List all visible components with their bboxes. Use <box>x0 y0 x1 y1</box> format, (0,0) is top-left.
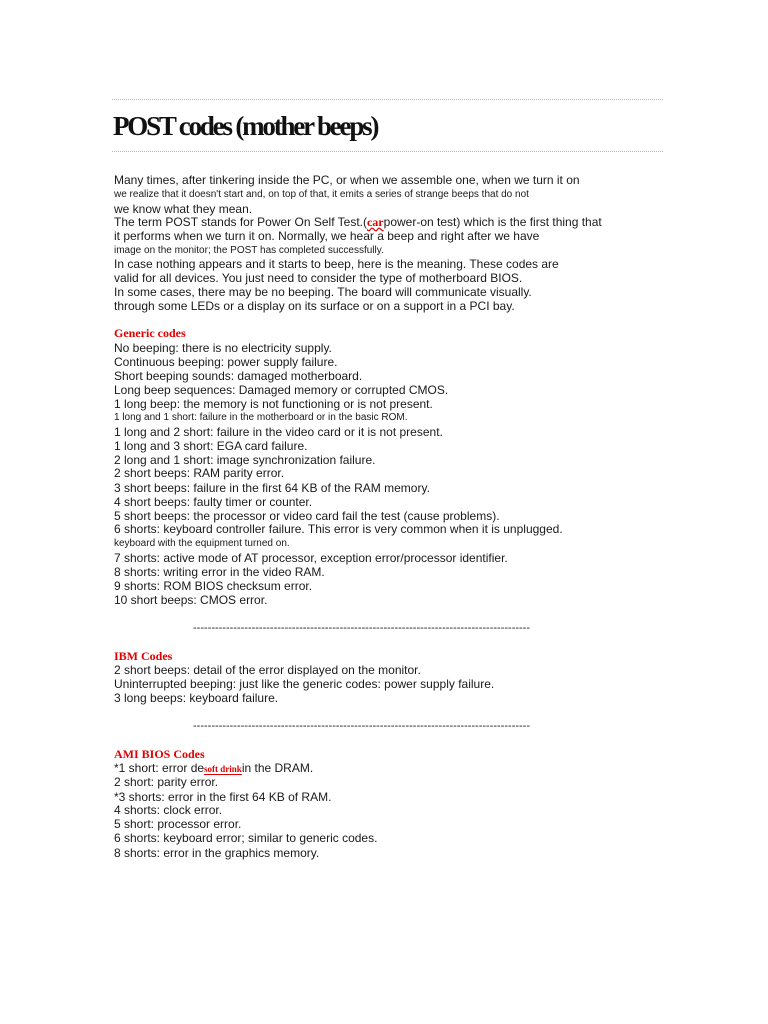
ami-first-end: in the DRAM. <box>241 761 314 775</box>
ibm-codes-heading: IBM Codes <box>114 649 173 663</box>
list-item: No beeping: there is no electricity supply. <box>114 341 332 355</box>
ami-first-start: *1 short: error de <box>114 761 205 775</box>
intro-line-4-start: The term POST stands for Power On Self Test.( <box>114 215 367 229</box>
list-item: 9 shorts: ROM BIOS checksum error. <box>114 579 313 593</box>
list-item: Long beep sequences: Damaged memory or corrupted CMOS. <box>114 383 449 397</box>
list-item: 4 shorts: clock error. <box>114 803 223 817</box>
list-item: 6 shorts: keyboard controller failure. This error is very common when it is unplugged. <box>114 522 563 536</box>
list-item: 2 short beeps: detail of the error displayed on the monitor. <box>114 663 421 677</box>
section-separator: -------------------------------------------------------------------------------------------- <box>193 622 531 634</box>
intro-line-4-end: power-on test) which is the first thing that <box>383 215 602 229</box>
intro-line-2: we realize that it doesn't start and, on top of that, it emits a series of strange beeps that do not <box>114 189 529 200</box>
section-separator: -------------------------------------------------------------------------------------------- <box>193 720 531 732</box>
list-item: 2 long and 1 short: image synchronization failure. <box>114 453 376 467</box>
intro-line-3: we know what they mean. <box>114 202 253 216</box>
list-item: 6 shorts: keyboard error; similar to generic codes. <box>114 831 378 845</box>
list-item: 1 long and 3 short: EGA card failure. <box>114 439 308 453</box>
list-item: 1 long and 2 short: failure in the video card or it is not present. <box>114 425 443 439</box>
page-title: POST codes (mother beeps) <box>113 111 378 141</box>
inline-red-phrase: soft drink <box>204 764 242 774</box>
list-item: 7 shorts: active mode of AT processor, exception error/processor identifier. <box>114 551 508 565</box>
ami-codes-heading: AMI BIOS Codes <box>114 747 205 761</box>
top-divider <box>112 99 663 100</box>
list-item: 3 long beeps: keyboard failure. <box>114 691 279 705</box>
intro-line-1: Many times, after tinkering inside the PC, or when we assemble one, when we turn it on <box>114 173 580 187</box>
generic-codes-heading: Generic codes <box>114 326 186 340</box>
list-item: 10 short beeps: CMOS error. <box>114 593 268 607</box>
list-item: 1 long beep: the memory is not functioning or is not present. <box>114 397 433 411</box>
intro-line-7: In case nothing appears and it starts to beep, here is the meaning. These codes are <box>114 257 559 271</box>
list-item: 1 long and 1 short: failure in the motherboard or in the basic ROM. <box>114 412 408 423</box>
list-item: Continuous beeping: power supply failure. <box>114 355 338 369</box>
list-item: 5 short: processor error. <box>114 817 242 831</box>
inline-red-word: car <box>366 215 384 229</box>
list-item: 3 short beeps: failure in the first 64 KB of the RAM memory. <box>114 481 430 495</box>
intro-line-6: image on the monitor; the POST has completed successfully. <box>114 245 384 256</box>
list-item: keyboard with the equipment turned on. <box>114 538 290 549</box>
intro-line-4 <box>114 215 602 229</box>
list-item: 2 short beeps: RAM parity error. <box>114 466 285 480</box>
list-item: 2 short: parity error. <box>114 775 219 789</box>
intro-line-5: it performs when we turn it on. Normally, we hear a beep and right after we have <box>114 229 540 243</box>
title-divider <box>112 151 663 152</box>
list-item: Uninterrupted beeping: just like the generic codes: power supply failure. <box>114 677 495 691</box>
list-item <box>114 761 313 776</box>
intro-line-8: valid for all devices. You just need to consider the type of motherboard BIOS. <box>114 271 523 285</box>
list-item: 5 short beeps: the processor or video card fail the test (cause problems). <box>114 509 500 523</box>
list-item: 8 shorts: error in the graphics memory. <box>114 846 320 860</box>
list-item: 4 short beeps: faulty timer or counter. <box>114 495 313 509</box>
intro-line-10: through some LEDs or a display on its surface or on a support in a PCI bay. <box>114 299 515 313</box>
list-item: Short beeping sounds: damaged motherboard. <box>114 369 363 383</box>
intro-line-9: In some cases, there may be no beeping. The board will communicate visually. <box>114 285 532 299</box>
list-item: *3 shorts: error in the first 64 KB of RAM. <box>114 790 332 804</box>
list-item: 8 shorts: writing error in the video RAM. <box>114 565 325 579</box>
